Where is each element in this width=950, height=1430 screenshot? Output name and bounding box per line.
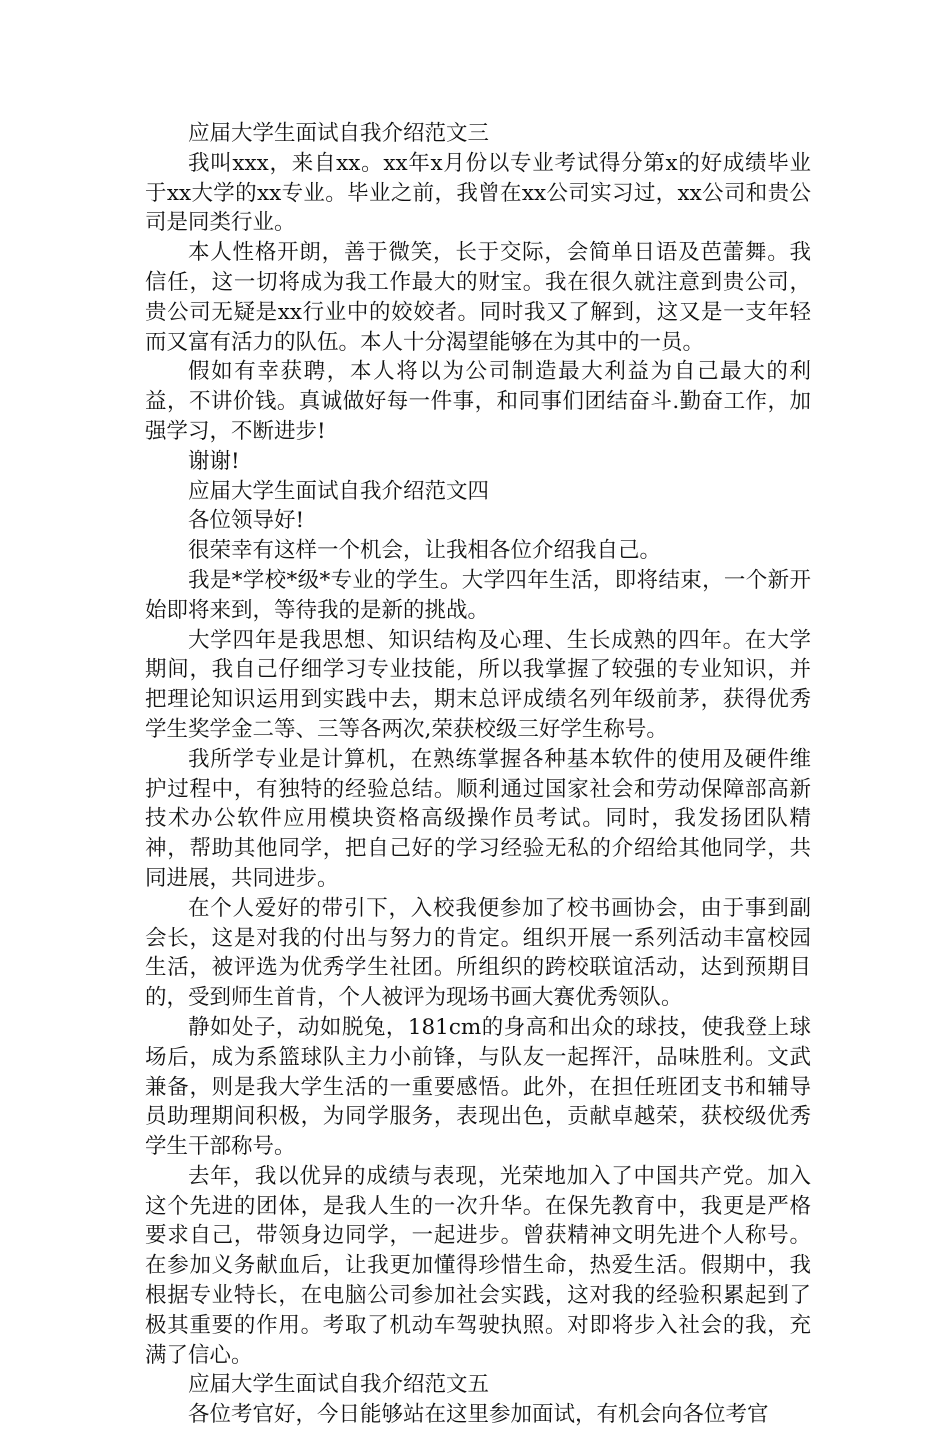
heading-sample-four: 应届大学生面试自我介绍范文四 bbox=[188, 478, 490, 504]
paragraph: 谢谢! bbox=[188, 448, 240, 474]
paragraph: 各位考官好，今日能够站在这里参加面试，有机会向各位考官 bbox=[188, 1402, 769, 1428]
paragraph: 我所学专业是计算机，在熟练掌握各种基本软件的使用及硬件维护过程中，有独特的经验总结。顺利通过国家社会和劳动保障部高新技术办公软件应用模块资格高级操作员考试。同时，我发扬团队精神，帮助其他同学，把自己好的学习经验无私的介绍给其他同学，共同进展，共同进步。 bbox=[145, 746, 811, 891]
paragraph: 去年，我以优异的成绩与表现，光荣地加入了中国共产党。加入这个先进的团体，是我人生的一次升华。在保先教育中，我更是严格要求自己，带领身边同学，一起进步。曾获精神文明先进个人称号。在参加义务献血后，让我更加懂得珍惜生命，热爱生活。假期中，我根据专业特长，在电脑公司参加社会实践，这对我的经验积累起到了极其重要的作用。考取了机动车驾驶执照。对即将步入社会的我，充满了信心。 bbox=[145, 1163, 811, 1368]
paragraph: 假如有幸获聘，本人将以为公司制造最大利益为自己最大的利益，不讲价钱。真诚做好每一件事，和同事们团结奋斗.勤奋工作，加强学习，不断进步! bbox=[145, 359, 811, 444]
paragraph: 各位领导好! bbox=[188, 508, 305, 534]
paragraph: 大学四年是我思想、知识结构及心理、生长成熟的四年。在大学期间，我自己仔细学习专业技能，所以我掌握了较强的专业知识，并把理论知识运用到实践中去，期末总评成绩名列年级前茅，获得优秀学生奖学金二等、三等各两次,荣获校级三好学生称号。 bbox=[145, 627, 811, 742]
paragraph: 静如处子，动如脱兔，181cm的身高和出众的球技，使我登上球场后，成为系篮球队主力小前锋，与队友一起挥汗，品味胜利。文武兼备，则是我大学生活的一重要感悟。此外，在担任班团支书和辅导员助理期间积极，为同学服务，表现出色，贡献卓越荣，获校级优秀学生干部称号。 bbox=[145, 1014, 811, 1160]
paragraph: 我叫xxx，来自xx。xx年x月份以专业考试得分第x的好成绩毕业于xx大学的xx专业。毕业之前，我曾在xx公司实习过，xx公司和贵公司是同类行业。 bbox=[145, 150, 811, 236]
paragraph: 本人性格开朗，善于微笑，长于交际，会简单日语及芭蕾舞。我信任，这一切将成为我工作最大的财宝。我在很久就注意到贵公司，贵公司无疑是xx行业中的姣姣者。同时我又了解到，这又是一支年轻而又富有活力的队伍。本人十分渴望能够在为其中的一员。 bbox=[145, 240, 811, 355]
paragraph: 很荣幸有这样一个机会，让我相各位介绍我自己。 bbox=[188, 538, 662, 564]
paragraph: 在个人爱好的带引下，入校我便参加了校书画协会，由于事到副会长，这是对我的付出与努力的肯定。组织开展一系列活动丰富校园生活，被评选为优秀学生社团。所组织的跨校联谊活动，达到预期目的，受到师生首肯，个人被评为现场书画大赛优秀领队。 bbox=[145, 895, 811, 1011]
heading-sample-three: 应届大学生面试自我介绍范文三 bbox=[188, 121, 490, 146]
heading-sample-five: 应届大学生面试自我介绍范文五 bbox=[188, 1372, 490, 1398]
paragraph: 我是*学校*级*专业的学生。大学四年生活，即将结束，一个新开始即将来到，等待我的是新的挑战。 bbox=[145, 567, 811, 623]
document-body bbox=[145, 119, 811, 1430]
